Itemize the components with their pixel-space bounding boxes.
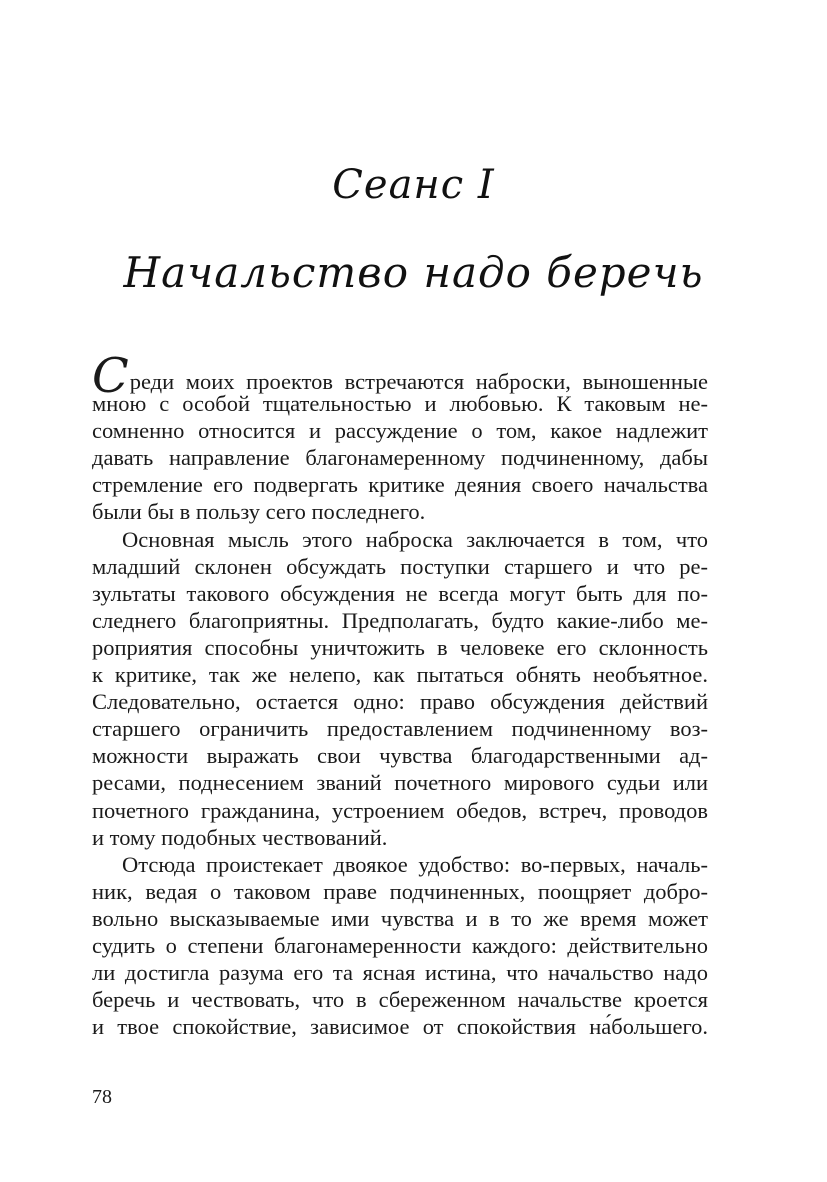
text-line: к критике, так же нелепо, как пытаться обнять необъятное.	[92, 662, 708, 688]
text-line: были бы в пользу сего последнего.	[92, 499, 426, 525]
text-line: судить о степени благонамеренности каждого: действительно	[92, 932, 708, 958]
page-number: 78	[92, 1086, 112, 1108]
body-text	[92, 348, 708, 1040]
text-line: роприятия способны уничтожить в человеке его склонность	[92, 634, 708, 660]
text-line: ресами, поднесением званий почетного мирового судьи или	[92, 770, 708, 796]
session-title: Сеанс I	[332, 162, 495, 208]
text-line: старшего ограничить предоставлением подчиненному воз-	[92, 716, 708, 742]
text-line: и твое спокойствие, зависимое от спокойствия на́большего.	[92, 1014, 708, 1040]
text-line: можности выражать свои чувства благодарственными ад-	[92, 743, 708, 769]
chapter-title: Начальство надо беречь	[123, 248, 704, 297]
text-line: давать направление благонамеренному подчиненному, дабы	[92, 445, 708, 471]
text-line: и тому подобных чествований.	[92, 824, 388, 850]
text-line: ник, ведая о таковом праве подчиненных, поощряет добро-	[92, 878, 708, 904]
text-line-content: реди моих проектов встречаются наброски, выношенные	[129, 369, 708, 394]
text-line: Отсюда проистекает двоякое удобство: во-первых, началь-	[122, 851, 708, 877]
text-line: почетного гражданина, устроением обедов, встреч, проводов	[92, 797, 708, 823]
text-line: младший склонен обсуждать поступки старшего и что ре-	[92, 553, 708, 579]
text-line: сомненно относится и рассуждение о том, какое надлежит	[92, 418, 708, 444]
text-line: следнего благоприятны. Предполагать, будто какие-либо ме-	[92, 607, 708, 633]
text-line: беречь и чествовать, что в сбереженном начальстве кроется	[92, 987, 708, 1013]
text-line: вольно высказываемые ими чувства и в то же время может	[92, 905, 708, 931]
text-line: ли достигла разума его та ясная истина, что начальство надо	[92, 960, 708, 986]
drop-cap: С	[92, 348, 129, 404]
text-line: зультаты такового обсуждения не всегда могут быть для по-	[92, 580, 708, 606]
text-line: мною с особой тщательностью и любовью. К таковым не-	[92, 391, 708, 417]
text-line: Следовательно, остается одно: право обсуждения действий	[92, 689, 708, 715]
text-line: стремление его подвергать критике деяния своего начальства	[92, 472, 708, 498]
text-line: Основная мысль этого наброска заключается в том, что	[122, 526, 708, 552]
